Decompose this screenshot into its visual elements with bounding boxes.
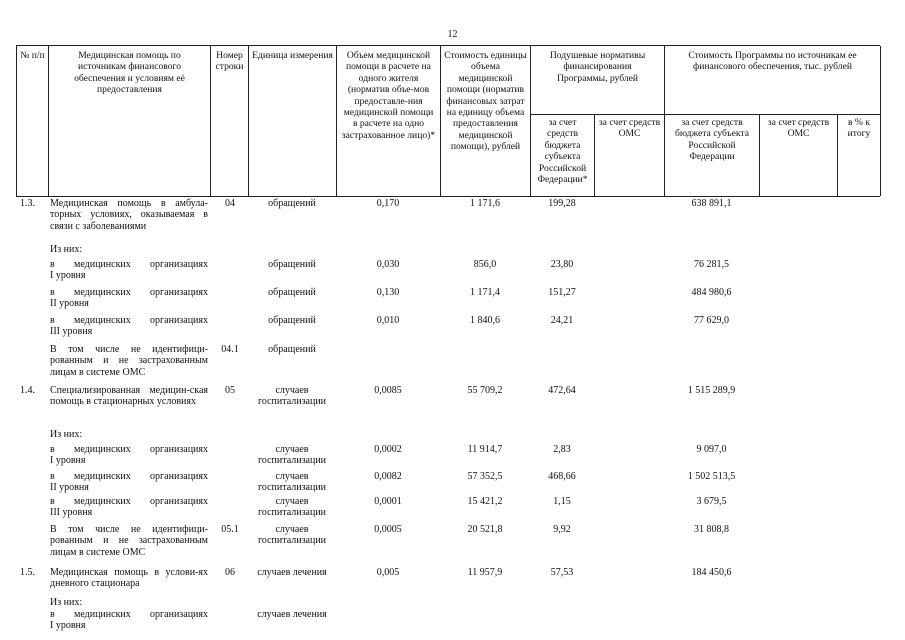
row-description-line: в медицинских организациях [50, 315, 208, 326]
row-description-line: в медицинских организациях [50, 287, 208, 298]
row-description [50, 496, 208, 519]
cell-sb: 184 450,6 [691, 567, 732, 578]
header-unit-cost: Стоимость единицы объема медицинской помощи (норматив финансовых затрат на единицу объема предоставления медицинской помощи), рублей [441, 46, 531, 196]
cell-nb: 2,83 [553, 444, 571, 455]
row-description: Из них: [50, 597, 83, 608]
cell-line: 06 [225, 567, 235, 578]
cell-nb: 23,80 [550, 259, 574, 270]
cell-sb: 1 502 513,5 [687, 471, 736, 482]
cell-unit: случаев лечения [257, 609, 327, 620]
cell-cost: 15 421,2 [467, 496, 503, 507]
cell-num: 1.5. [20, 567, 35, 578]
table-header [16, 45, 880, 197]
row-description: В том числе не идентифици-рованным и не застрахованным лицам в системе ОМС [50, 344, 208, 378]
table-row [16, 444, 880, 471]
cell-cost: 11 957,9 [467, 567, 503, 578]
cell-unit: случаев госпитализации [257, 471, 327, 494]
row-description-level: II уровня [50, 482, 89, 494]
cell-sb: 31 808,8 [694, 524, 729, 535]
cell-line: 04 [225, 198, 235, 209]
cell-cost: 11 914,7 [467, 444, 503, 455]
cell-line: 05.1 [221, 524, 239, 535]
cell-line: 04.1 [221, 344, 239, 355]
cell-vol: 0,0085 [374, 385, 402, 396]
cell-cost: 55 709,2 [467, 385, 503, 396]
row-description-level: I уровня [50, 620, 86, 632]
cell-cost: 856,0 [473, 259, 497, 270]
header-program-budget: за счет средств бюджета субъекта Российской Федерации [665, 115, 760, 196]
header-line-number: Номер строки [211, 46, 249, 196]
header-program-cost: Стоимость Программы по источникам ее финансового обеспечения, тыс. рублей [665, 46, 881, 114]
cell-sb: 9 097,0 [696, 444, 727, 455]
header-norms-oms: за счет средств ОМС [595, 115, 665, 196]
header-num: № п/п [17, 46, 49, 196]
cell-num: 1.3. [20, 198, 35, 209]
cell-vol: 0,0005 [374, 524, 402, 535]
financing-table [16, 45, 880, 635]
cell-nb: 1,15 [553, 496, 571, 507]
row-description [50, 471, 208, 494]
row-description [50, 287, 208, 310]
table-row [16, 524, 880, 563]
row-description-level: I уровня [50, 270, 86, 282]
row-description [50, 315, 208, 338]
row-description: Специализированная медицин-ская помощь в стационарных условиях [50, 385, 208, 408]
table-body [16, 198, 880, 635]
table-row [16, 259, 880, 287]
row-description: Медицинская помощь в услови-ях дневного стационара [50, 567, 208, 590]
row-description-line: в медицинских организациях [50, 444, 208, 455]
cell-sb: 1 515 289,9 [687, 385, 736, 396]
cell-unit: обращений [268, 315, 316, 326]
cell-cost: 20 521,8 [467, 524, 503, 535]
table-row [16, 496, 880, 523]
row-description-level: III уровня [50, 326, 93, 338]
cell-sb: 76 281,5 [694, 259, 729, 270]
cell-vol: 0,0002 [374, 444, 402, 455]
table-row [16, 344, 880, 381]
cell-nb: 57,53 [550, 567, 574, 578]
row-description-level: II уровня [50, 298, 89, 310]
row-description-line: в медицинских организациях [50, 609, 208, 620]
row-description [50, 444, 208, 467]
cell-cost: 1 840,6 [470, 315, 500, 326]
table-row [16, 385, 880, 429]
row-description [50, 259, 208, 282]
header-unit: Единица измерения [249, 46, 337, 196]
cell-unit: случаев лечения [257, 567, 327, 578]
table-row [16, 198, 880, 244]
cell-nb: 472,64 [548, 385, 576, 396]
cell-vol: 0,0082 [374, 471, 402, 482]
row-description-level: III уровня [50, 507, 93, 519]
table-row [16, 609, 880, 635]
cell-cost: 57 352,5 [467, 471, 503, 482]
cell-unit: случаев госпитализации [257, 524, 327, 547]
header-norms-budget: за счет средств бюджета субъекта Российской Федерации* [531, 115, 595, 196]
cell-sb: 3 679,5 [696, 496, 727, 507]
row-description: В том числе не идентифици-рованным и не застрахованным лицам в системе ОМС [50, 524, 208, 558]
cell-cost: 1 171,6 [470, 198, 500, 209]
cell-vol: 0,170 [376, 198, 400, 209]
table-row [16, 244, 880, 259]
cell-vol: 0,030 [376, 259, 400, 270]
cell-nb: 24,21 [550, 315, 574, 326]
cell-unit: обращений [268, 287, 316, 298]
cell-nb: 9,92 [553, 524, 571, 535]
header-per-capita-norms: Подушевые нормативы финансирования Программы, рублей [531, 46, 665, 114]
table-row [16, 315, 880, 343]
row-description: Медицинская помощь в амбула-торных условиях, оказываемая в связи с заболеваниями [50, 198, 208, 232]
cell-nb: 151,27 [548, 287, 576, 298]
cell-vol: 0,005 [376, 567, 400, 578]
cell-unit: случаев госпитализации [257, 444, 327, 467]
cell-sb: 638 891,1 [691, 198, 732, 209]
cell-unit: обращений [268, 259, 316, 270]
row-description: Из них: [50, 429, 83, 440]
cell-unit: случаев госпитализации [257, 496, 327, 519]
cell-sb: 77 629,0 [694, 315, 729, 326]
table-row [16, 287, 880, 315]
cell-num: 1.4. [20, 385, 35, 396]
page-number: 12 [447, 29, 458, 40]
cell-sb: 484 980,6 [691, 287, 732, 298]
cell-nb: 468,66 [548, 471, 576, 482]
cell-vol: 0,010 [376, 315, 400, 326]
header-program-percent: в % к итогу [838, 115, 881, 196]
table-row [16, 597, 880, 609]
cell-vol: 0,0001 [374, 496, 402, 507]
row-description-line: в медицинских организациях [50, 496, 208, 507]
cell-unit: обращений [268, 344, 316, 355]
cell-unit: обращений [268, 198, 316, 209]
header-program-oms: за счет средств ОМС [760, 115, 838, 196]
header-description: Медицинская помощь по источникам финансового обеспечения и условиям её предоставления [49, 46, 211, 196]
row-description-line: в медицинских организациях [50, 471, 208, 482]
table-row [16, 429, 880, 444]
row-description-line: в медицинских организациях [50, 259, 208, 270]
cell-unit: случаев госпитализации [257, 385, 327, 408]
cell-cost: 1 171,4 [470, 287, 500, 298]
table-row [16, 471, 880, 496]
cell-line: 05 [225, 385, 235, 396]
table-row [16, 567, 880, 597]
row-description-level: I уровня [50, 455, 86, 467]
header-volume: Объем медицинской помощи в расчете на одного жителя (норматив объе-мов предоставле-ния медицинской помощи в расчете на одно застрахованное лицо)* [337, 46, 441, 196]
row-description [50, 609, 208, 632]
cell-nb: 199,28 [548, 198, 576, 209]
row-description: Из них: [50, 244, 83, 255]
cell-vol: 0,130 [376, 287, 400, 298]
